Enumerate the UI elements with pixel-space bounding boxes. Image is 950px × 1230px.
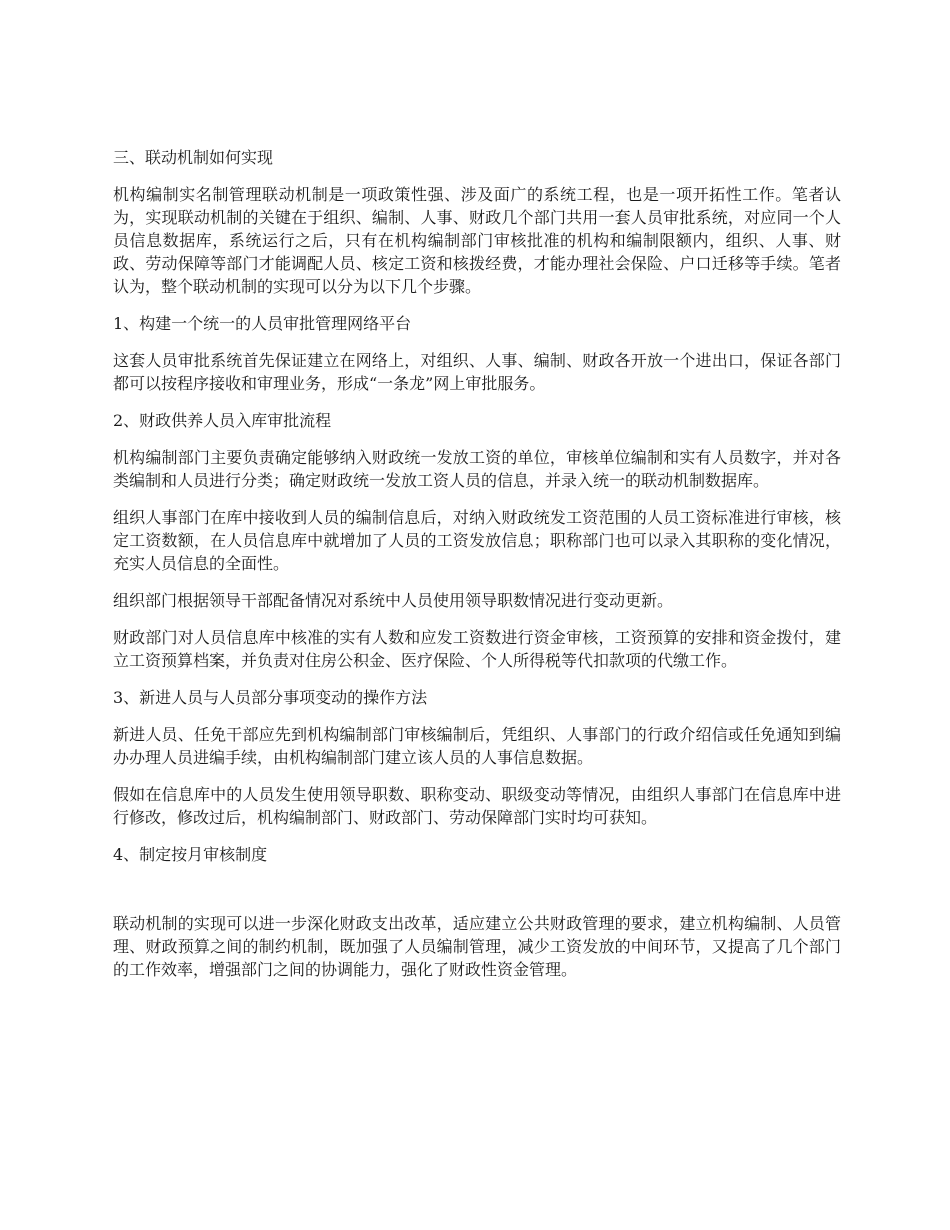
document-body [113, 146, 841, 995]
blank-space [113, 880, 841, 912]
step1-paragraph: 这套人员审批系统首先保证建立在网络上，对组织、人事、编制、财政各开放一个进出口，保证各部门都可以按程序接收和审理业务，形成“一条龙”网上审批服务。 [113, 351, 841, 393]
section-title: 三、联动机制如何实现 [113, 148, 274, 167]
step3-paragraph-2: 假如在信息库中的人员发生使用领导职数、职称变动、职级变动等情况，由组织人事部门在信息库中进行修改，修改过后，机构编制部门、财政部门、劳动保障部门实时均可获知。 [113, 785, 841, 827]
step2-paragraph-2: 组织人事部门在库中接收到人员的编制信息后，对纳入财政统发工资范围的人员工资标准进行审核，核定工资数额，在人员信息库中就增加了人员的工资发放信息；职称部门也可以录入其职称的变化情况，充实人员信息的全面性。 [113, 508, 841, 573]
step2-paragraph-3: 组织部门根据领导干部配备情况对系统中人员使用领导职数情况进行变动更新。 [113, 591, 674, 610]
step3-heading: 3、新进人员与人员部分事项变动的操作方法 [113, 688, 428, 707]
step2-paragraph-4: 财政部门对人员信息库中核准的实有人数和应发工资数进行资金审核，工资预算的安排和资金拨付，建立工资预算档案，并负责对住房公积金、医疗保险、个人所得税等代扣款项的代缴工作。 [113, 628, 841, 670]
step1-heading: 1、构建一个统一的人员审批管理网络平台 [113, 314, 412, 333]
conclusion-paragraph: 联动机制的实现可以进一步深化财政支出改革，适应建立公共财政管理的要求，建立机构编制、人员管理、财政预算之间的制约机制，既加强了人员编制管理，减少工资发放的中间环节，又提高了几个部门的工作效率，增强部门之间的协调能力，强化了财政性资金管理。 [113, 914, 841, 979]
step4-heading: 4、制定按月审核制度 [113, 845, 268, 864]
step2-heading: 2、财政供养人员入库审批流程 [113, 411, 332, 430]
step2-paragraph-1: 机构编制部门主要负责确定能够纳入财政统一发放工资的单位，审核单位编制和实有人员数字，并对各类编制和人员进行分类；确定财政统一发放工资人员的信息，并录入统一的联动机制数据库。 [113, 448, 841, 490]
step3-paragraph-1: 新进人员、任免干部应先到机构编制部门审核编制后，凭组织、人事部门的行政介绍信或任免通知到编办办理人员进编手续，由机构编制部门建立该人员的人事信息数据。 [113, 725, 841, 767]
intro-paragraph: 机构编制实名制管理联动机制是一项政策性强、涉及面广的系统工程，也是一项开拓性工作。笔者认为，实现联动机制的关键在于组织、编制、人事、财政几个部门共用一套人员审批系统，对应同一个人员信息数据库，系统运行之后，只有在机构编制部门审核批准的机构和编制限额内，组织、人事、财政、劳动保障等部门才能调配人员、核定工资和核拨经费，才能办理社会保险、户口迁移等手续。笔者认为，整个联动机制的实现可以分为以下几个步骤。 [113, 185, 841, 296]
